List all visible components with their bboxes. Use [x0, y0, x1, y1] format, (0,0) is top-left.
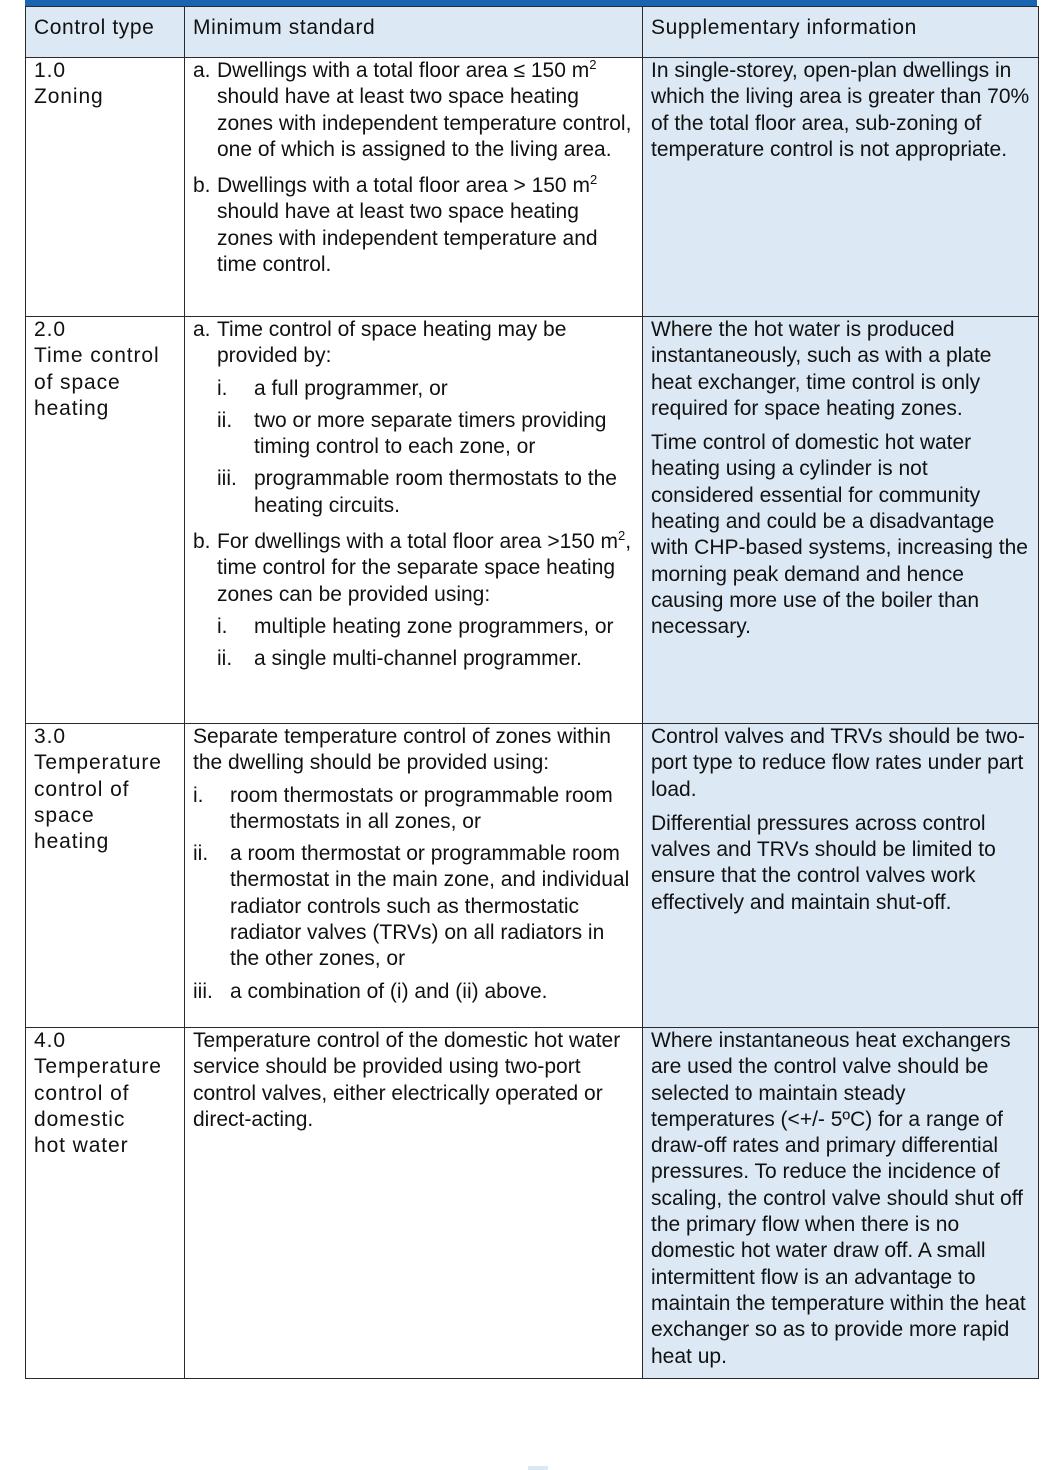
control-name: Zoning — [34, 85, 104, 109]
standard-item-b: b. Dwellings with a total floor area > 150 $m^2$ should have at least two space heating zones with independent temperature and time control. — [193, 172, 598, 277]
control-type-cell — [26, 58, 185, 317]
page-marker — [528, 1466, 548, 1470]
control-type-cell — [26, 724, 185, 1028]
control-number: 3.0 — [34, 725, 66, 748]
supplementary-cell — [643, 724, 1039, 1028]
standard-item-b: b. For dwellings with a total floor area >150 $m^2$, time control for the separate space heating zones can be provided using: i. multiple heating zone programmers, or ii. a single multi-channel programmer. — [193, 529, 634, 672]
minimum-standard-cell — [185, 1028, 643, 1379]
control-number: 2.0 — [34, 318, 66, 341]
sub-item: ii. two or more separate timers providing timing control to each zone, or — [217, 408, 607, 459]
control-name: heating — [34, 830, 110, 854]
sub-item: i. a full programmer, or — [217, 376, 448, 400]
standard-intro: Separate temperature control of zones within the dwelling should be provided using: — [193, 725, 611, 775]
supplementary-cell — [643, 1028, 1039, 1379]
controls-table — [25, 6, 1039, 1379]
table-row — [26, 724, 1039, 1028]
control-name: Time control — [34, 344, 160, 368]
control-name: Temperature — [34, 1055, 162, 1079]
sub-item: i. multiple heating zone programmers, or — [217, 614, 614, 638]
supplementary-cell — [643, 58, 1039, 317]
control-type-cell — [26, 1028, 185, 1379]
standard-intro: Temperature control of the domestic hot water service should be provided using two-port control valves, either electrically operated or direct-acting. — [193, 1029, 621, 1131]
control-type-cell — [26, 317, 185, 724]
control-name: hot water — [34, 1134, 129, 1158]
standard-item-a: a. Dwellings with a total floor area ≤ 150 $m^2$ should have at least two space heating zones with independent temperature control, one of which is assigned to the living area. — [193, 57, 632, 161]
table-row — [26, 58, 1039, 317]
sub-item: iii. programmable room thermostats to the heating circuits. — [217, 467, 617, 517]
control-name: domestic — [34, 1107, 126, 1131]
supplementary-paragraph: Time control of domestic hot water heating using a cylinder is not considered essential for community heating and could be a disadvantage with CHP-based systems, increasing the morning peak demand and hence causing more use of the boiler than necessary. — [651, 431, 1028, 639]
supplementary-paragraph: In single-storey, open-plan dwellings in which the living area is greater than 70% of the total floor area, sub-zoning of temperature control is not appropriate. — [651, 59, 1030, 161]
control-name: Temperature — [34, 751, 162, 775]
sub-item: i. room thermostats or programmable room thermostats in all zones, or — [193, 783, 613, 833]
control-name: space — [34, 803, 95, 827]
table-row — [26, 1028, 1039, 1379]
supplementary-paragraph: Control valves and TRVs should be two-port type to reduce flow rates under part load. — [651, 725, 1025, 801]
control-name: control of — [34, 777, 130, 801]
header-supplementary: Supplementary information — [643, 7, 1039, 58]
control-number: 4.0 — [34, 1029, 66, 1052]
header-control-type: Control type — [26, 7, 185, 58]
control-number: 1.0 — [34, 59, 66, 82]
control-name: heating — [34, 396, 110, 420]
header-row — [26, 7, 1039, 58]
supplementary-paragraph: Differential pressures across control valves and TRVs should be limited to ensure that the control valves work effectively and maintain shut-off. — [651, 811, 996, 914]
supplementary-cell — [643, 317, 1039, 724]
sub-item: ii. a single multi-channel programmer. — [217, 647, 582, 671]
supplementary-paragraph: Where instantaneous heat exchangers are used the control valve should be selected to maintain steady temperatures (<+/- 5ºC) for a range of draw-off rates and primary differential pressures. To reduce the incidence of scaling, the control valve should shut off the primary flow when there is no domestic hot water draw off. A small intermittent flow is an advantage to maintain the temperature within the heat exchanger so as to provide more rapid heat up. — [651, 1029, 1026, 1368]
header-minimum-standard: Minimum standard — [185, 7, 643, 58]
minimum-standard-cell — [185, 317, 643, 724]
minimum-standard-cell — [185, 724, 643, 1028]
minimum-standard-cell — [185, 58, 643, 317]
control-name: control of — [34, 1081, 130, 1105]
sub-item: ii. a room thermostat or programmable room thermostat in the main zone, and individual radiator controls such as thermostatic radiator valves (TRVs) on all radiators in the other zones, or — [193, 842, 630, 971]
table-row — [26, 317, 1039, 724]
control-name: of space — [34, 370, 121, 394]
standard-item-a: a. Time control of space heating may be provided by: i. a full programmer, or ii. two or more separate timers providing timing control to each zone, or iii. programmable room thermostats to the heating circuits. — [193, 317, 634, 519]
supplementary-paragraph: Where the hot water is produced instantaneously, such as with a plate heat exchanger, time control is only required for space heating zones. — [651, 318, 992, 420]
sub-item: iii. a combination of (i) and (ii) above. — [193, 979, 548, 1003]
